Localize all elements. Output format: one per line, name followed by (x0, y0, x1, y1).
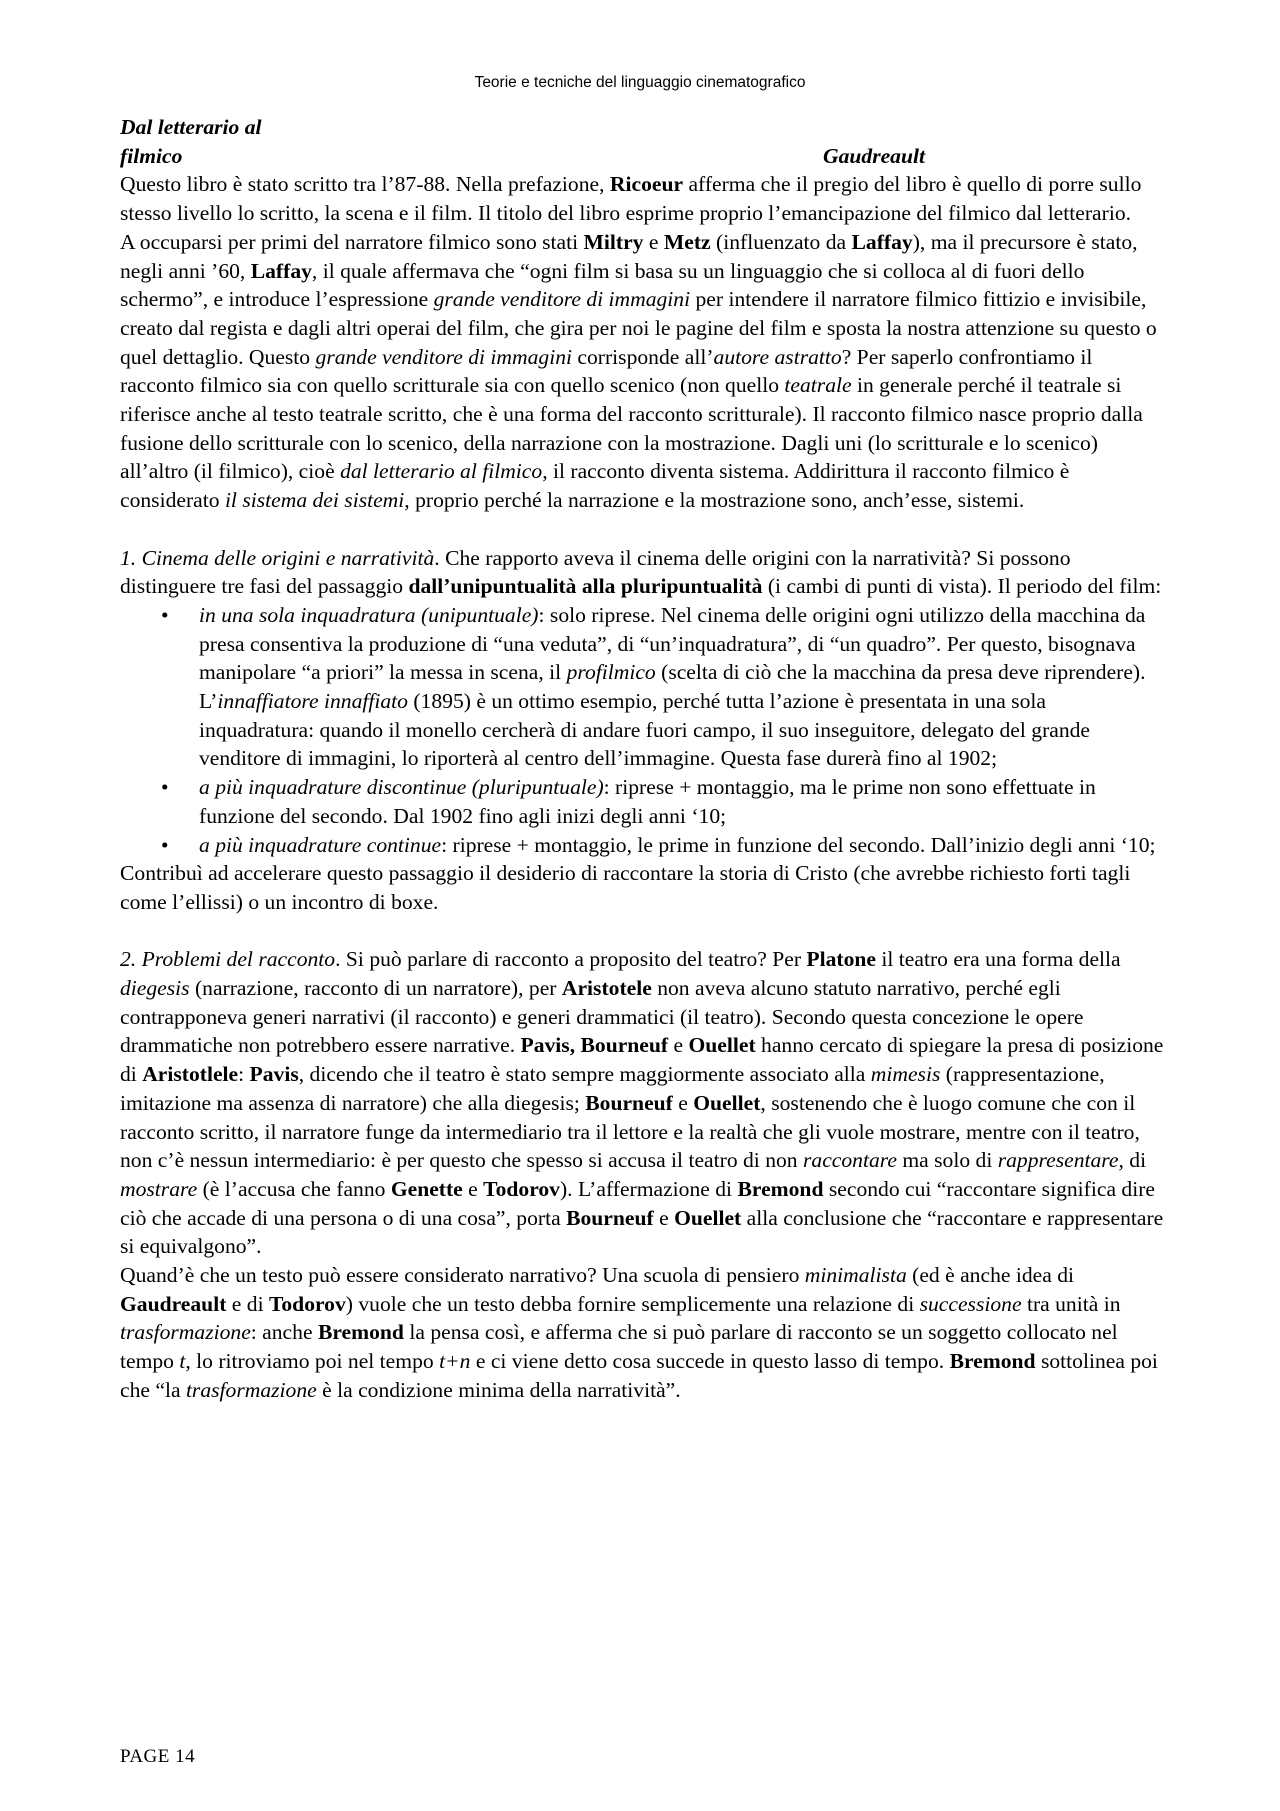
text-run: hanno cercato di spiegare la presa di posizione di (120, 1033, 1164, 1087)
text-run: ) vuole che un testo debba fornire semplicemente una relazione di (345, 1291, 920, 1316)
text-run: (1895) è un ottimo esempio, perché tutta l’azione è presentata in una sola inquadratura: quando il monello cercherà di andare fuori campo, il suo inseguitore, delegato del grande venditore di immagini, lo riporterà al centro dell’immagine. Questa fase durerà fino al 1902; (199, 689, 1091, 771)
text-run: , proprio perché la narrazione e la mostrazione sono, anch’esse, sistemi. (404, 488, 1025, 513)
text-run: e (672, 1090, 694, 1115)
bold-text: Metz (663, 229, 711, 254)
text-run: : anche (250, 1320, 318, 1345)
text-run: (influenzato da (710, 229, 852, 254)
text-run: , lo ritroviamo poi nel tempo (185, 1349, 440, 1374)
heading-author: Gaudreault (823, 143, 925, 168)
italic-text: t+n (439, 1349, 471, 1374)
bold-text: Ouellet (674, 1205, 742, 1230)
text-run: afferma che il pregio del libro è quello di porre sullo stesso livello lo scritto, la scena e il film. Il titolo del libro esprime proprio l’emancipazione del filmico dal letterario. (120, 172, 1142, 226)
section2-paragraph-1 (120, 945, 1165, 1261)
bold-text: Bremond (317, 1320, 404, 1345)
text-run: . Si può parlare di racconto a proposito del teatro? Per (335, 947, 807, 972)
italic-text: il sistema dei sistemi (224, 488, 405, 513)
italic-text: innaffiatore innaffiato (217, 689, 408, 714)
text-run: corrisponde all’ (572, 344, 714, 369)
list-item-text (199, 603, 1146, 771)
page-label: PAGE (120, 1746, 170, 1767)
bold-text: dall’unipuntualità alla pluripuntualità (408, 574, 763, 599)
bold-text: Aristotlele (142, 1062, 239, 1087)
text-run: A occuparsi per primi del narratore filmico sono stati (120, 229, 584, 254)
text-run: (narrazione, racconto di un narratore), per (189, 976, 562, 1001)
italic-text: 2. Problemi del racconto (120, 947, 336, 972)
bold-text: Todorov (483, 1176, 560, 1201)
bold-text: Ricoeur (609, 172, 684, 197)
italic-text: teatrale (784, 373, 852, 398)
text-run: Contribuì ad accelerare questo passaggio il desiderio di raccontare la storia di Cristo (che avrebbe richiesto forti tagli come l’ellissi) o un incontro di boxe. (120, 861, 1131, 914)
bullet-icon: • (161, 832, 169, 857)
italic-text: mimesis (870, 1062, 941, 1087)
text-run: . Che rapporto aveva il cinema delle origini con la narratività? Si possono distinguere tre fasi del passaggio (120, 545, 1071, 599)
text-run: in generale perché il teatrale si riferisce anche al testo teatrale scritto, che è una forma del racconto scritturale). Il racconto filmico nasce proprio dalla fusione dello scritturale con lo scenico, della narrazione con la mostrazione. Dagli uni (lo scritturale e lo scenico) all’altro (il filmico), cioè (120, 373, 1143, 484)
list-item (120, 831, 1165, 860)
text-run: (scelta di ciò che la macchina da presa deve riprendere). L’ (199, 660, 1146, 714)
list-item (120, 773, 1165, 830)
spacer (120, 515, 1165, 544)
bold-text: Ouellet (688, 1033, 756, 1058)
text-run: e di (226, 1291, 269, 1316)
bold-text: Pavis (249, 1062, 299, 1087)
bullet-icon: • (161, 602, 169, 627)
text-run: non aveva alcuno statuto narrativo, perché egli contrapponeva generi narrativi (il racconto) e generi drammatici (il teatro). Secondo questa concezione le opere drammatiche non potrebbero essere narrative. (120, 976, 1084, 1058)
phase-list (120, 601, 1165, 859)
bold-text: Todorov (268, 1291, 346, 1316)
bold-text: Pavis, Bourneuf (520, 1033, 669, 1058)
bold-text: Gaudreault (120, 1291, 227, 1316)
text-run: : riprese + montaggio, ma le prime non sono effettuate in funzione del secondo. Dal 1902 fino agli inizi degli anni ‘10; (199, 775, 1096, 828)
text-run: è la condizione minima della narratività”. (316, 1377, 681, 1402)
page-number: 14 (175, 1746, 196, 1767)
italic-text: t (179, 1349, 186, 1374)
text-run: : solo riprese. Nel cinema delle origini ogni utilizzo della macchina da presa consentiva la produzione di “una veduta”, di “un’inquadratura”, di “un quadro”. Per questo, bisognava manipolare “a priori” la messa in scena, il (199, 602, 1146, 685)
text-run: (ed è anche idea di (906, 1263, 1075, 1288)
italic-text: grande venditore di immagini (433, 287, 691, 312)
text-run: tra unità in (1021, 1291, 1121, 1316)
italic-text: trasformazione (185, 1377, 317, 1402)
bold-text: Laffay (851, 229, 913, 254)
list-item-text (199, 833, 1156, 857)
italic-text: successione (919, 1291, 1022, 1316)
text-run: secondo cui “raccontare significa dire ciò che accade di una persona o di una cosa”, porta (120, 1176, 1156, 1230)
text-run: e ci viene detto cosa succede in questo lasso di tempo. (470, 1349, 950, 1374)
italic-text: in una sola inquadratura (unipuntuale) (199, 602, 539, 627)
italic-text: minimalista (804, 1263, 907, 1288)
section2-paragraph-2 (120, 1261, 1165, 1405)
text-run: alla conclusione che “raccontare e rappresentare si equivalgono”. (120, 1205, 1164, 1259)
italic-text: mostrare (120, 1176, 198, 1201)
text-run: ? Per saperlo confrontiamo il racconto filmico sia con quello scritturale sia con quello scenico (non quello (120, 344, 1093, 398)
section1-lead (120, 544, 1165, 601)
italic-text: rappresentare, (997, 1148, 1124, 1173)
text-run: di (1123, 1148, 1147, 1173)
list-item-text (199, 775, 1096, 828)
italic-text: grande venditore di immagini (315, 344, 573, 369)
text-run: (è l’accusa che fanno (197, 1176, 391, 1201)
running-header: Teorie e tecniche del linguaggio cinematografico (474, 74, 806, 91)
text-run: la pensa così, e afferma che si può parlare di racconto se un soggetto collocato nel tempo (120, 1320, 1118, 1374)
italic-text: profilmico (566, 660, 656, 685)
section1-closing (120, 859, 1165, 916)
text-run: : riprese + montaggio, le prime in funzione del secondo. Dall’inizio degli anni ‘10; (441, 832, 1156, 857)
italic-text: autore astratto (713, 344, 842, 369)
text-run: e (653, 1205, 675, 1230)
heading-title-line2: filmico (120, 143, 183, 168)
text-run: Questo libro è stato scritto tra l’87-88. Nella prefazione, (120, 172, 610, 197)
text-run: : (238, 1062, 250, 1087)
heading-title-line1: Dal letterario al (120, 115, 262, 139)
italic-text: raccontare (803, 1148, 897, 1173)
bold-text: Aristotele (561, 976, 652, 1001)
bold-text: Genette (390, 1176, 463, 1201)
text-run: , dicendo che il teatro è stato sempre maggiormente associato alla (298, 1062, 871, 1087)
bold-text: Platone (806, 947, 876, 972)
page-body (120, 113, 1165, 1405)
intro-paragraph-1 (120, 170, 1165, 227)
italic-text: 1. Cinema delle origini e narratività (120, 545, 435, 570)
text-run: ma solo di (896, 1148, 998, 1173)
text-run: e (668, 1033, 689, 1058)
bold-text: Miltry (583, 229, 644, 254)
list-item (120, 601, 1165, 773)
spacer (120, 917, 1165, 946)
italic-text: dal letterario al filmico (340, 459, 543, 484)
page-footer (120, 1745, 195, 1769)
bold-text: Ouellet (693, 1090, 761, 1115)
chapter-heading (120, 113, 1165, 170)
text-run: e (462, 1176, 484, 1201)
text-run: ). L’affermazione di (559, 1176, 738, 1201)
text-run: per intendere il narratore filmico fittizio e invisibile, creato dal regista e dagli altri operai del film, che gira per noi le pagine del film e sposta la nostra attenzione su questo o quel dettaglio. Questo (120, 287, 1157, 369)
italic-text: trasformazione (120, 1320, 251, 1345)
bold-text: Bremond (949, 1349, 1036, 1374)
bullet-icon: • (161, 775, 169, 800)
text-run: sottolinea poi che “la (120, 1349, 1158, 1402)
italic-text: a più inquadrature discontinue (pluripuntuale) (199, 775, 604, 800)
bold-text: Bourneuf (585, 1090, 673, 1115)
text-run: , il quale affermava che “ogni film si basa su un linguaggio che si colloca al di fuori dello schermo”, e introduce l’espressione (120, 258, 1085, 312)
bold-text: Bremond (737, 1176, 824, 1201)
text-run: (rappresentazione, imitazione ma assenza di narratore) che alla diegesis; (120, 1062, 1105, 1115)
text-run: il teatro era una forma della (876, 947, 1121, 972)
text-run: ), ma il precursore è stato, negli anni ’60, (120, 229, 1138, 283)
text-run: , sostenendo che è luogo comune che con il racconto scritto, il narratore funge da intermediario tra il lettore e la realtà che gli vuole mostrare, mentre con il teatro, non c’è nessun intermediario: è per questo che spesso si accusa il teatro di non (120, 1090, 1140, 1173)
text-run: , il racconto diventa sistema. Addirittura il racconto filmico è considerato (120, 459, 1070, 513)
bold-text: Bourneuf (566, 1205, 654, 1230)
text-run: (i cambi di punti di vista). Il periodo del film: (762, 574, 1162, 599)
bold-text: Laffay (250, 258, 312, 283)
intro-paragraph-2 (120, 228, 1165, 515)
italic-text: diegesis (120, 976, 190, 1001)
italic-text: a più inquadrature continue (199, 832, 442, 857)
text-run: e (643, 229, 664, 254)
text-run: Quand’è che un testo può essere considerato narrativo? Una scuola di pensiero (120, 1263, 805, 1288)
